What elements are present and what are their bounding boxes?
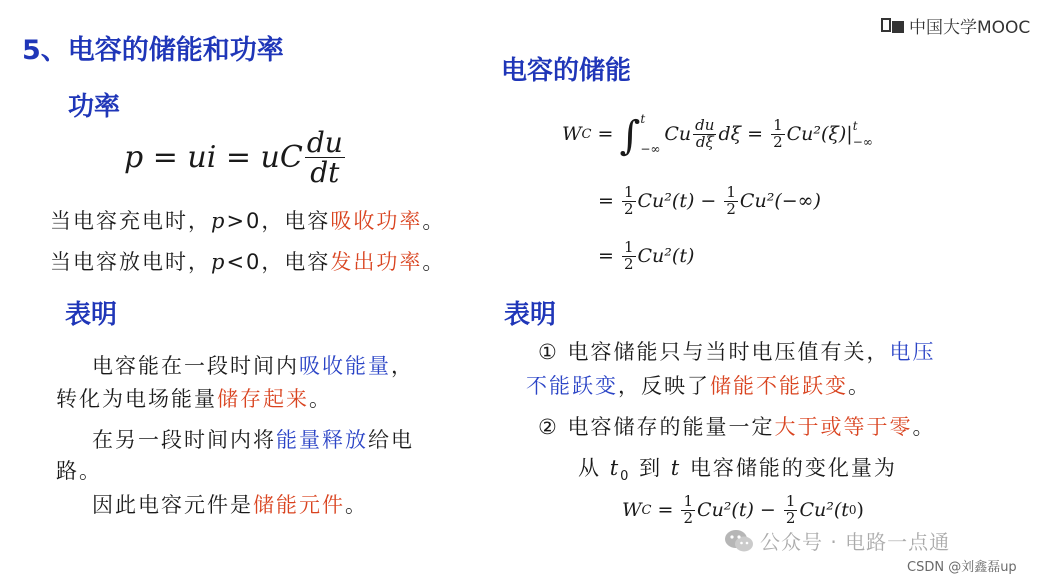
eq2-term2: Cu²(−∞) [739,190,821,213]
eq1-eval-lower: −∞ [852,135,873,149]
eq1-lhs: W [562,123,582,145]
para1b-highlight: 储存起来 [217,387,309,411]
left-para1b [56,383,332,413]
power-heading: 功率 [68,92,121,122]
eq3-term: Cu²(t) [637,245,695,268]
charge-line-suffix: 。 [422,209,446,233]
para1-text: 电容能在一段时间内 [92,354,299,378]
eq1-integrand: Cu [664,123,692,145]
para2-text: 在另一段时间内将 [92,428,276,452]
eq3-half-num: 1 [623,238,634,256]
change-line-mid: 到 [630,456,671,480]
para1-punct: ， [391,354,414,378]
para3-punct: 。 [345,493,368,517]
change-line-post: 电容储能的变化量为 [681,456,897,480]
discharge-line-suffix: 。 [422,250,446,274]
energy-equation-1 [562,112,873,159]
left-para2b: 路。 [56,459,102,483]
eq1-derivative-num: du [695,115,715,134]
eq2-half-b-den: 2 [726,199,736,218]
eq1-half [771,115,785,151]
point1b-text: ，反映了 [618,374,710,398]
energy-change-equation [622,494,864,527]
right-point1b [526,370,871,400]
integral-sign: ∫ [619,113,641,159]
discharge-line [50,246,445,276]
eq3-half [622,240,636,273]
integral-limits [640,112,660,156]
left-shows-heading: 表明 [65,300,118,330]
para2-highlight: 能量释放 [276,428,368,452]
energy-equation-2 [598,185,821,218]
charge-line-highlight: 吸收功率 [330,209,423,233]
point1-mark: ① [538,340,559,364]
discharge-line-prefix: 当电容放电时， [50,250,211,274]
section-title: 5、电容的储能和功率 [22,35,284,66]
eq4-half-b [784,494,798,527]
para1b-punct: 。 [309,387,332,411]
eq4-term2: Cu²(t [799,499,849,522]
eq1-equals: = [591,123,620,145]
point2-mark: ② [538,415,559,439]
derivative-denominator: dt [310,156,340,190]
eq2-half-a-den: 2 [623,199,634,218]
energy-heading: 电容的储能 [501,56,632,86]
eq2-half-b-num: 1 [726,183,736,201]
para3-highlight: 储能元件 [253,493,345,517]
eq4-term2-end: ) [856,499,864,522]
eq2-term1: Cu²(t) − [637,190,723,213]
right-point1 [538,336,936,366]
eq4-half-a-num: 1 [683,492,694,510]
point1-text: 电容储能只与当时电压值有关， [558,340,890,364]
derivative-numerator: du [306,126,343,159]
para3-text: 因此电容元件是 [92,493,253,517]
left-para2 [92,424,414,454]
eq3-equals: = [598,245,620,268]
eq1-rhs: Cu²(ξ)| [786,123,853,145]
eq2-half-a-num: 1 [623,183,634,201]
change-line [578,452,897,484]
eq4-lhs-sub: C [641,502,652,518]
eq4-equals: = [651,499,680,522]
eq4-lhs: W [622,499,642,522]
point2-text: 电容储存的能量一定 [558,415,775,439]
wechat-account: 公众号 · 电路一点通 [760,530,951,554]
discharge-line-cond: <0，电容 [226,250,331,274]
eq2-half-b [724,185,738,218]
wechat-icon [724,528,754,554]
para1-highlight: 吸收能量 [299,354,391,378]
right-point2 [538,411,936,441]
eq1-derivative-den: dξ [695,132,714,151]
eq1-eval-limits [853,119,873,149]
change-line-t: t [670,456,682,480]
eq1-eval-upper: t [852,119,858,133]
point1b-highlight-red: 储能不能跃变 [710,374,848,398]
eq4-half-b-num: 1 [785,492,796,510]
point1b-punct: 。 [848,374,871,398]
eq4-term1: Cu²(t) − [697,499,782,522]
point1b-highlight-blue: 不能跃变 [526,374,618,398]
energy-equation-3 [598,240,694,273]
point2-highlight: 大于或等于零 [774,415,913,439]
csdn-watermark: CSDN @刘鑫磊up [907,560,1017,575]
eq1-lhs-sub: C [581,126,592,142]
wechat-watermark [724,526,950,555]
brand-text: 中国大学MOOC [909,18,1031,38]
discharge-line-highlight: 发出功率 [330,250,423,274]
eq3-half-den: 2 [623,254,634,273]
eq1-derivative [693,115,716,151]
point1-highlight: 电压 [889,340,936,364]
eq2-equals: = [598,190,620,213]
integral-lower-limit: −∞ [640,142,661,156]
change-line-t0-sub: 0 [620,469,631,485]
eq4-half-a [681,494,695,527]
eq4-term2-sub: 0 [848,503,857,518]
power-formula [124,128,347,188]
discharge-line-var: p [211,250,227,274]
charge-line-cond: >0，电容 [226,209,331,233]
eq2-half-a [622,185,636,218]
eq1-half-num: 1 [773,115,783,134]
point2-punct: 。 [912,415,936,439]
power-formula-derivative [305,128,345,188]
eq4-half-a-den: 2 [683,508,694,527]
integral-upper-limit: t [640,112,646,126]
charge-line-prefix: 当电容充电时， [50,209,211,233]
change-line-pre: 从 [578,456,610,480]
left-para1 [92,350,414,380]
charge-line-var: p [211,209,227,233]
para2-suffix: 给电 [368,428,414,452]
power-formula-lhs: p = ui = uC [124,140,303,176]
mooc-logo-icon [880,16,906,36]
change-line-t0: t [609,456,621,480]
eq1-half-den: 2 [773,132,783,151]
eq1-dxi: dξ = [718,123,770,145]
eq4-half-b-den: 2 [785,508,796,527]
left-para3 [92,489,368,519]
brand-logo [880,13,1030,38]
charge-line [50,205,445,235]
para1b-text: 转化为电场能量 [56,387,217,411]
right-shows-heading: 表明 [504,300,557,330]
